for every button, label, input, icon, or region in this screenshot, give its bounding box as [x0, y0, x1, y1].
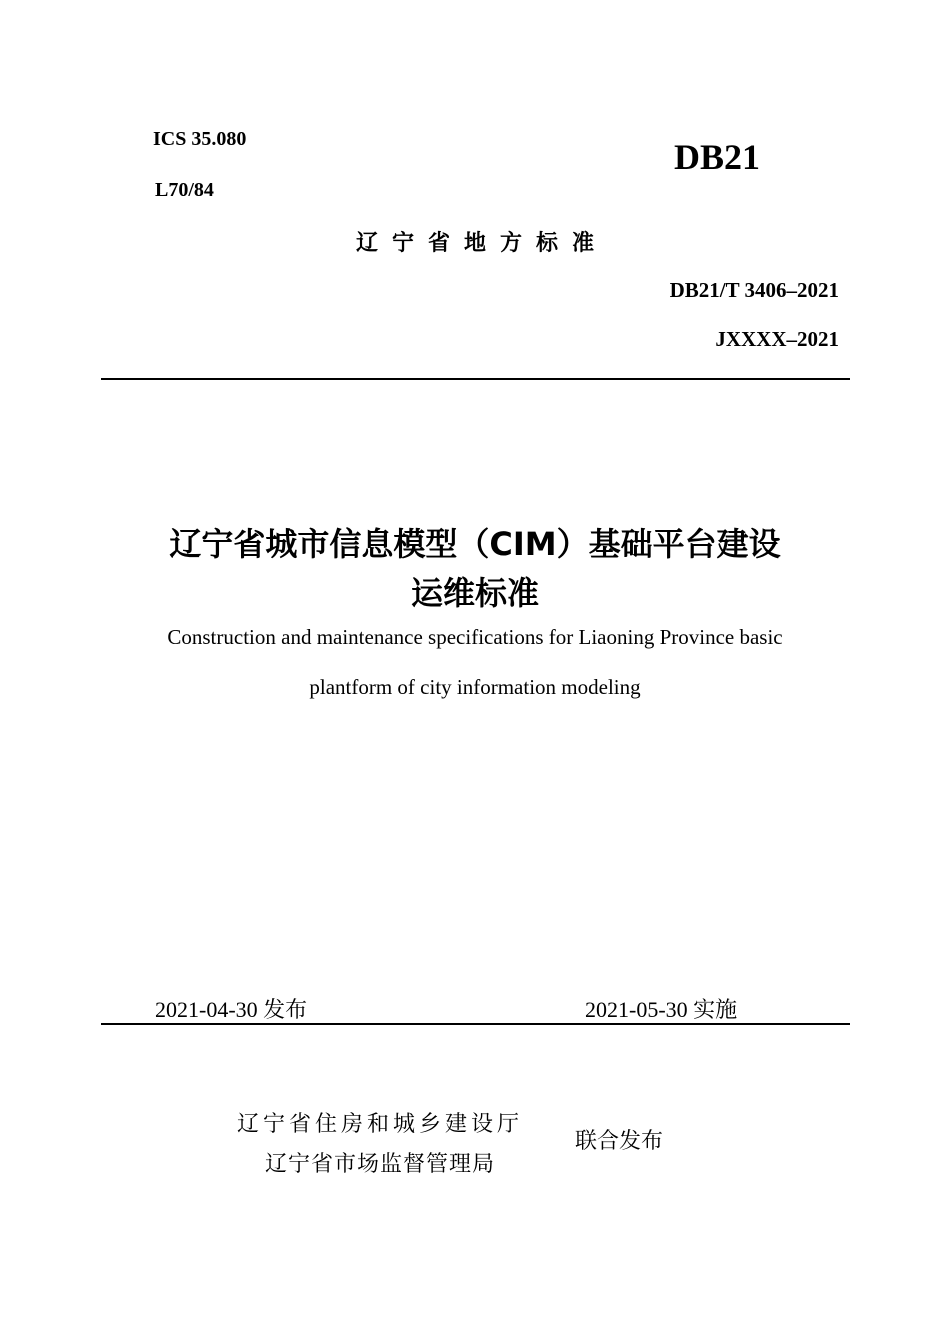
publish-date: 2021-04-30 发布	[155, 997, 308, 1022]
classification-code: L70/84	[155, 179, 214, 201]
bottom-divider	[101, 1023, 850, 1025]
standard-number: DB21/T 3406–2021	[669, 278, 839, 302]
issuer-housing-dept: 辽宁省住房和城乡建设厅	[237, 1112, 524, 1137]
title-cn-line1: 辽宁省城市信息模型（CIM）基础平台建设	[169, 525, 781, 563]
joint-publish-label: 联合发布	[575, 1129, 664, 1154]
db-code: DB21	[674, 137, 761, 177]
standard-type: 辽宁省地方标准	[356, 231, 609, 256]
implement-date: 2021-05-30 实施	[585, 997, 738, 1022]
record-number: JXXXX–2021	[715, 327, 839, 351]
title-en-line1: Construction and maintenance specifications for Liaoning Province basic	[167, 625, 783, 649]
top-divider	[101, 378, 850, 380]
ics-code: ICS 35.080	[153, 128, 247, 150]
title-en-line2: plantform of city information modeling	[309, 675, 641, 699]
title-cn-line2: 运维标准	[410, 574, 539, 612]
issuer-market-bureau: 辽宁省市场监督管理局	[265, 1152, 496, 1177]
